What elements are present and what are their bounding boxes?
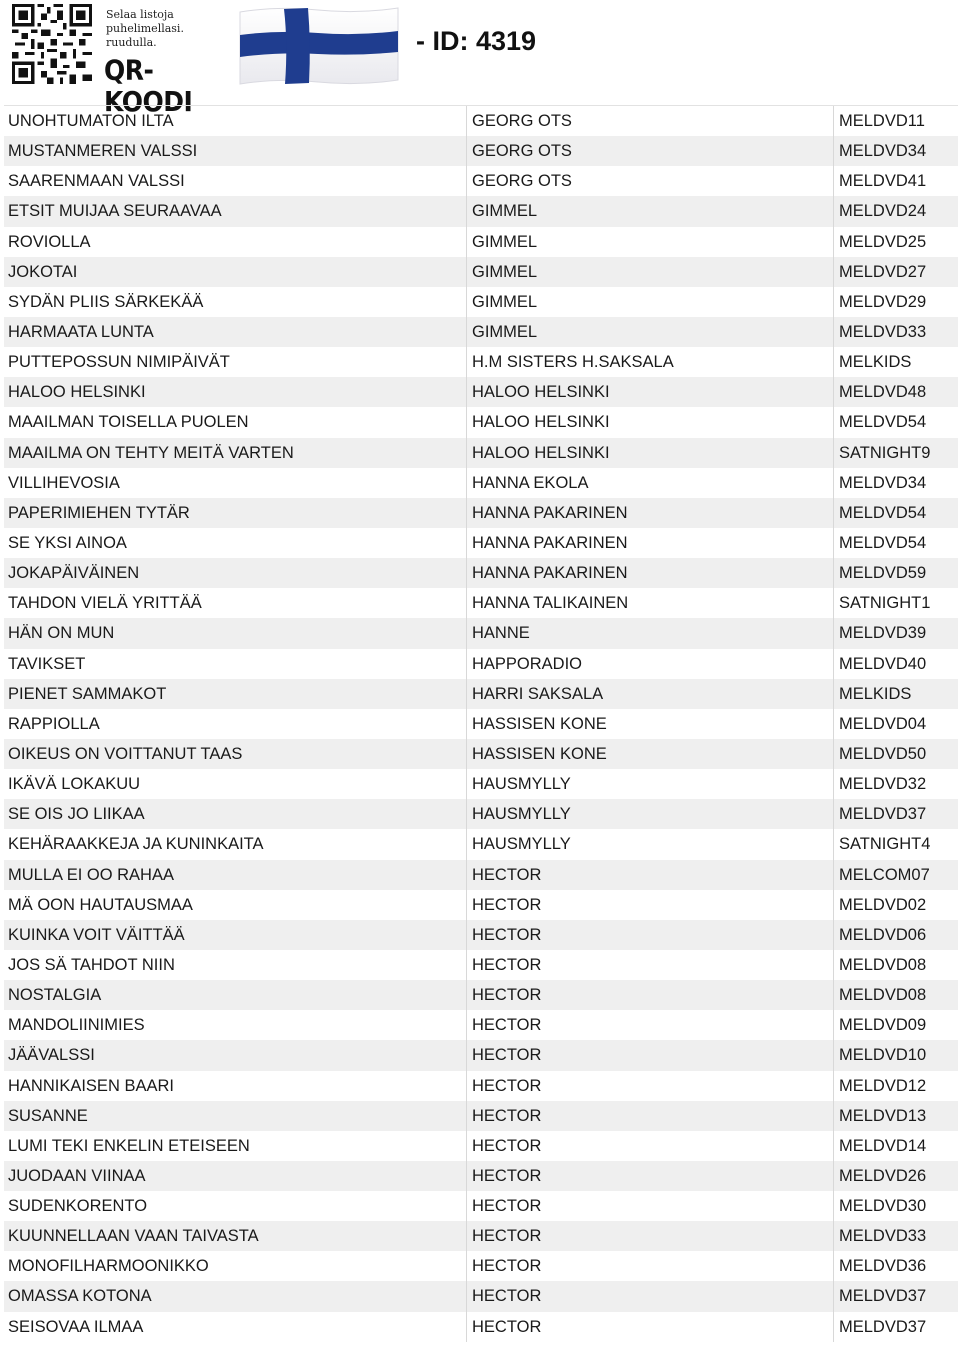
product-code: MELDVD33 [839,1227,927,1246]
artist-name: HARRI SAKSALA [467,679,834,709]
song-title: KUUNNELLAAN VAAN TAIVASTA [4,1221,467,1251]
song-title: JÄÄVALSSI [4,1040,467,1070]
product-code: SATNIGHT9 [839,443,931,462]
table-row [4,1251,958,1281]
table-row [4,1281,958,1311]
product-code: MELDVD14 [839,1136,927,1155]
song-title: JOKOTAI [4,257,467,287]
table-row [4,679,958,709]
song-title: MAAILMA ON TEHTY MEITÄ VARTEN [4,438,467,468]
product-code: MELDVD54 [839,503,927,522]
artist-name: GEORG OTS [467,106,834,136]
product-code: MELDVD13 [839,1106,927,1125]
product-code: MELDVD33 [839,322,927,341]
product-code: MELDVD27 [839,262,927,281]
artist-name: HAUSMYLLY [467,829,834,859]
table-row [4,799,958,829]
song-title: SUDENKORENTO [4,1191,467,1221]
product-code: MELDVD48 [839,383,927,402]
table-row [4,287,958,317]
artist-name: GIMMEL [467,196,834,226]
product-code: MELKIDS [839,684,912,703]
table-row [4,1131,958,1161]
product-code: MELDVD11 [839,112,925,130]
product-code: MELDVD24 [839,202,927,221]
qr-caption-line: ruudulla. [106,36,157,49]
table-row [4,468,958,498]
song-title: MANDOLIINIMIES [4,1010,467,1040]
table-row [4,227,958,257]
artist-name: HECTOR [467,1312,834,1342]
song-title: MAAILMAN TOISELLA PUOLEN [4,407,467,437]
product-code: MELDVD40 [839,654,927,673]
product-code: MELDVD36 [839,1257,927,1276]
artist-name: HECTOR [467,1191,834,1221]
table-row [4,438,958,468]
artist-name: HECTOR [467,1040,834,1070]
product-code: MELDVD34 [839,473,927,492]
artist-name: HAUSMYLLY [467,769,834,799]
table-row [4,618,958,648]
artist-name: HECTOR [467,1010,834,1040]
song-title: SAARENMAAN VALSSI [4,166,467,196]
table-row [4,166,958,196]
artist-name: HALOO HELSINKI [467,377,834,407]
song-title: PIENET SAMMAKOT [4,679,467,709]
song-title: SE OIS JO LIIKAA [4,799,467,829]
song-title: PAPERIMIEHEN TYTÄR [4,498,467,528]
table-row [4,980,958,1010]
artist-name: HANNA TALIKAINEN [467,588,834,618]
artist-name: HECTOR [467,1071,834,1101]
song-title: SYDÄN PLIIS SÄRKEKÄÄ [4,287,467,317]
table-row [4,739,958,769]
song-title: SUSANNE [4,1101,467,1131]
song-title: HANNIKAISEN BAARI [4,1071,467,1101]
product-code: MELDVD06 [839,925,927,944]
song-title: TAHDON VIELÄ YRITTÄÄ [4,588,467,618]
table-row [4,558,958,588]
song-title: OIKEUS ON VOITTANUT TAAS [4,739,467,769]
song-title: NOSTALGIA [4,980,467,1010]
table-row [4,1040,958,1070]
product-code: MELDVD50 [839,744,927,763]
song-title: JOS SÄ TAHDOT NIIN [4,950,467,980]
table-row [4,317,958,347]
song-title: MONOFILHARMOONIKKO [4,1251,467,1281]
table-row [4,136,958,166]
artist-name: HANNA EKOLA [467,468,834,498]
song-title: TAVIKSET [4,649,467,679]
page-header [0,0,960,118]
artist-name: HECTOR [467,1221,834,1251]
table-row [4,860,958,890]
table-row [4,407,958,437]
song-title: PUTTEPOSSUN NIMIPÄIVÄT [4,347,467,377]
table-row [4,1071,958,1101]
artist-name: HECTOR [467,1161,834,1191]
song-title: MUSTANMEREN VALSSI [4,136,467,166]
table-row [4,377,958,407]
song-title: SE YKSI AINOA [4,528,467,558]
artist-name: HECTOR [467,1101,834,1131]
product-code: MELDVD26 [839,1166,927,1185]
table-row [4,106,958,136]
product-code: MELDVD08 [839,955,927,974]
artist-name: HANNA PAKARINEN [467,528,834,558]
product-code: MELDVD32 [839,775,927,794]
product-code: MELDVD09 [839,1016,927,1035]
table-row [4,528,958,558]
table-row [4,1101,958,1131]
finnish-flag-icon [238,4,400,86]
artist-name: HANNA PAKARINEN [467,498,834,528]
song-title: SEISOVAA ILMAA [4,1312,467,1342]
product-code: MELDVD25 [839,232,927,251]
product-code: MELDVD30 [839,1197,927,1216]
artist-name: GIMMEL [467,257,834,287]
artist-name: HECTOR [467,1281,834,1311]
song-title: IKÄVÄ LOKAKUU [4,769,467,799]
product-code: MELDVD29 [839,292,927,311]
table-row [4,347,958,377]
song-rows [4,105,958,1342]
table-row [4,588,958,618]
qr-caption [106,8,226,50]
artist-name: HECTOR [467,890,834,920]
table-row [4,950,958,980]
product-code: MELDVD37 [839,1317,927,1336]
product-code: MELDVD39 [839,624,927,643]
artist-name: HAUSMYLLY [467,799,834,829]
product-code: MELDVD04 [839,714,927,733]
artist-name: HANNE [467,618,834,648]
table-row [4,498,958,528]
artist-name: HECTOR [467,980,834,1010]
song-title: RAPPIOLLA [4,709,467,739]
song-title: ETSIT MUIJAA SEURAAVAA [4,196,467,226]
artist-name: GIMMEL [467,227,834,257]
artist-name: GIMMEL [467,287,834,317]
product-code: SATNIGHT4 [839,835,931,854]
song-title: HÄN ON MUN [4,618,467,648]
artist-name: HALOO HELSINKI [467,407,834,437]
product-code: MELDVD02 [839,895,927,914]
table-row [4,1312,958,1342]
document-id: - ID: 4319 [416,26,537,56]
artist-name: HAPPORADIO [467,649,834,679]
song-title: JUODAAN VIINAA [4,1161,467,1191]
song-title: LUMI TEKI ENKELIN ETEISEEN [4,1131,467,1161]
song-title: KUINKA VOIT VÄITTÄÄ [4,920,467,950]
song-table [4,105,958,1342]
product-code: MELKIDS [839,353,912,372]
artist-name: HECTOR [467,1251,834,1281]
artist-name: HECTOR [467,860,834,890]
product-code: MELDVD37 [839,805,927,824]
product-code: MELDVD37 [839,1287,927,1306]
product-code: SATNIGHT1 [839,594,931,613]
artist-name: HECTOR [467,950,834,980]
artist-name: HECTOR [467,1131,834,1161]
qr-code-icon[interactable] [12,4,92,84]
table-row [4,196,958,226]
product-code: MELDVD10 [839,1046,927,1065]
product-code: MELDVD59 [839,564,927,583]
artist-name: GEORG OTS [467,166,834,196]
song-title: MÄ OON HAUTAUSMAA [4,890,467,920]
table-row [4,1010,958,1040]
table-row [4,769,958,799]
artist-name: HECTOR [467,920,834,950]
product-code: MELCOM07 [839,865,930,884]
table-row [4,1191,958,1221]
table-row [4,829,958,859]
song-title: VILLIHEVOSIA [4,468,467,498]
product-code: MELDVD12 [839,1076,927,1095]
artist-name: HASSISEN KONE [467,709,834,739]
song-title: JOKAPÄIVÄINEN [4,558,467,588]
song-title: ROVIOLLA [4,227,467,257]
product-code: MELDVD34 [839,142,927,161]
table-row [4,1161,958,1191]
table-row [4,709,958,739]
song-title: HALOO HELSINKI [4,377,467,407]
product-code: MELDVD41 [839,172,927,191]
artist-name: HASSISEN KONE [467,739,834,769]
artist-name: GEORG OTS [467,136,834,166]
song-title: MULLA EI OO RAHAA [4,860,467,890]
table-row [4,257,958,287]
artist-name: H.M SISTERS H.SAKSALA [467,347,834,377]
product-code: MELDVD54 [839,413,927,432]
artist-name: HANNA PAKARINEN [467,558,834,588]
song-title: HARMAATA LUNTA [4,317,467,347]
qr-promo[interactable] [12,4,224,118]
qr-caption-line: puhelimellasi. [106,22,184,35]
table-row [4,920,958,950]
qr-caption-line: Selaa listoja [106,8,174,21]
song-title: OMASSA KOTONA [4,1281,467,1311]
product-code: MELDVD54 [839,533,927,552]
table-row [4,890,958,920]
product-code: MELDVD08 [839,986,927,1005]
song-title: KEHÄRAAKKEJA JA KUNINKAITA [4,829,467,859]
song-title: UNOHTUMATON ILTA [4,106,467,136]
table-row [4,1221,958,1251]
table-row [4,649,958,679]
artist-name: GIMMEL [467,317,834,347]
artist-name: HALOO HELSINKI [467,438,834,468]
qr-label: QR-KOODI [104,54,193,118]
